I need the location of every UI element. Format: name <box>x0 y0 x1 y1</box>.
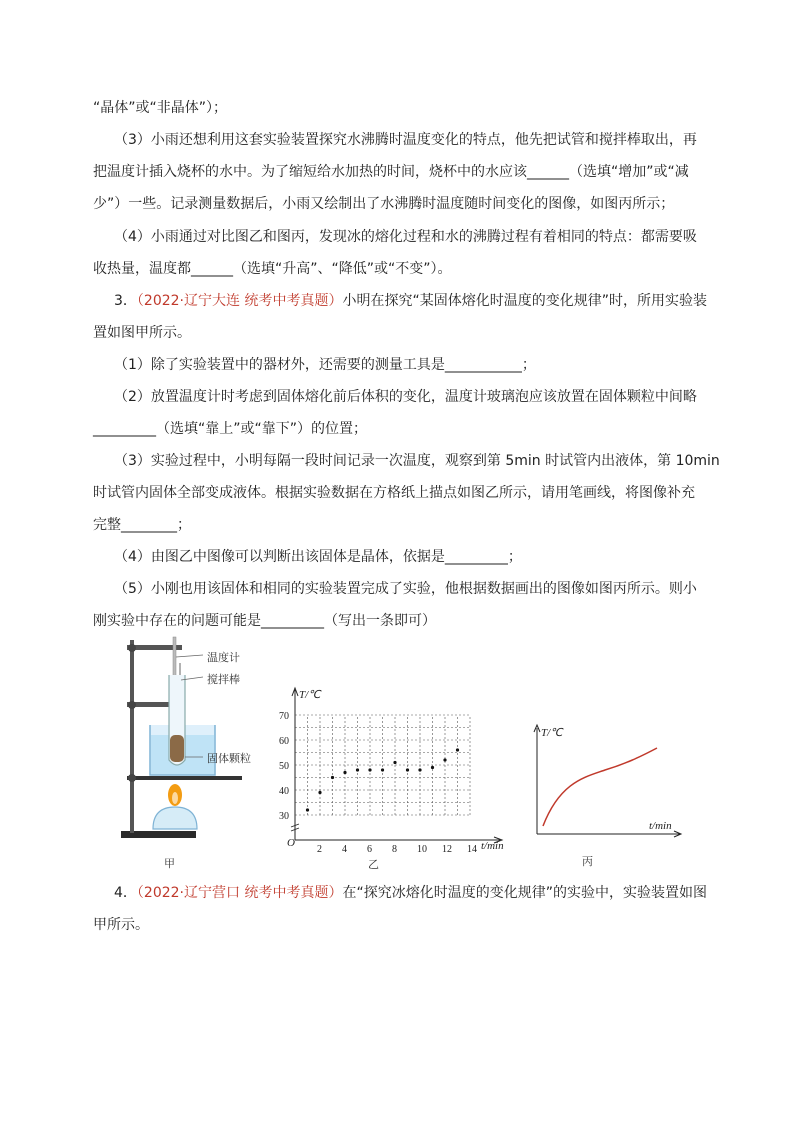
data-point <box>418 768 421 771</box>
caption-yi: 乙 <box>368 858 379 871</box>
x-tick-label: 14 <box>467 844 477 855</box>
caption-jia: 甲 <box>164 857 175 870</box>
x-tick-label: 4 <box>342 844 347 855</box>
clamp-knob <box>128 774 136 782</box>
text-line: （3）小雨还想利用这套实验装置探究水沸腾时温度变化的特点，他先把试管和搅拌棒取出，再 <box>114 132 697 148</box>
question-number: 4． <box>114 885 137 901</box>
y-tick-label: 50 <box>279 761 289 772</box>
data-point <box>431 766 434 769</box>
text-line: （1）除了实验装置中的器材外，还需要的测量工具是___________； <box>114 357 536 373</box>
data-point <box>306 808 309 811</box>
flame-core <box>172 792 178 804</box>
text-line: （5）小刚也用该固体和相同的实验装置完成了实验，他根据数据画出的图像如图丙所示。则小 <box>114 581 697 597</box>
stand-rod <box>130 640 134 833</box>
text-line: （3）实验过程中，小明每隔一段时间记录一次温度，观察到第 5min 时试管内出液体，第 10min <box>114 453 720 469</box>
y-tick-label: 30 <box>279 811 289 822</box>
data-point <box>456 748 459 751</box>
text-line: 时试管内固体全部变成液体。根据实验数据在方格纸上描点如图乙所示，请用笔画线，将图像补充 <box>93 485 695 501</box>
data-point <box>331 776 334 779</box>
caption-bing: 丙 <box>582 855 593 868</box>
question-source: （2022·辽宁营口 统考中考真题） <box>136 885 343 901</box>
question-stem: 小明在探究“某固体熔化时温度的变化规律”时，所用实验装 <box>342 293 707 309</box>
temperature-curve-chart <box>525 722 685 842</box>
x-tick-label: 2 <box>317 844 322 855</box>
solid-particles <box>170 735 184 762</box>
x-tick-label: 12 <box>442 844 452 855</box>
data-point <box>381 768 384 771</box>
text-line: 甲所示。 <box>93 917 149 933</box>
data-point <box>393 761 396 764</box>
text-line: 把温度计插入烧杯的水中。为了缩短给水加热的时间，烧杯中的水应该______（选填“增加”或“减 <box>93 164 689 180</box>
text-line: （4）由图乙中图像可以判断出该固体是晶体，依据是_________； <box>114 549 522 565</box>
x-axis-label: t/min <box>649 820 672 832</box>
label-solid-particles: 固体颗粒 <box>207 752 251 765</box>
text-line: 收热量，温度都______（选填“升高”、“降低”或“不变”）。 <box>93 261 452 277</box>
x-axis-label: t/min <box>481 840 504 852</box>
y-axis-label: T/℃ <box>299 689 321 701</box>
series-line <box>543 748 657 826</box>
data-point <box>443 758 446 761</box>
label-thermometer: 温度计 <box>207 651 240 664</box>
question-number: 3． <box>114 293 137 309</box>
label-stirrer: 搅拌棒 <box>207 673 240 686</box>
alcohol-lamp <box>153 807 197 829</box>
text-line: 完整________； <box>93 517 191 533</box>
apparatus-figure <box>115 635 275 870</box>
y-tick-label: 40 <box>279 786 289 797</box>
data-point <box>406 768 409 771</box>
temperature-scatter-chart <box>275 680 515 860</box>
data-point <box>318 791 321 794</box>
clamp-knob <box>128 644 136 652</box>
x-tick-label: 8 <box>392 844 397 855</box>
text-line: “晶体”或“非晶体”）； <box>93 100 228 116</box>
question-4-header <box>114 883 724 903</box>
text-line: （4）小雨通过对比图乙和图丙，发现冰的熔化过程和水的沸腾过程有着相同的特点：都需要吸 <box>114 229 697 245</box>
text-line: 刚实验中存在的问题可能是_________（写出一条即可） <box>93 613 436 629</box>
text-line: 置如图甲所示。 <box>93 325 191 341</box>
y-axis-label: T/℃ <box>541 727 563 739</box>
leader-line <box>176 655 203 657</box>
data-point <box>343 771 346 774</box>
text-line: _________（选填“靠上”或“靠下”）的位置； <box>93 421 368 437</box>
origin-label: O <box>287 837 295 849</box>
clamp-knob <box>128 701 136 709</box>
data-point <box>368 768 371 771</box>
text-line: （2）放置温度计时考虑到固体熔化前后体积的变化，温度计玻璃泡应该放置在固体颗粒中间略 <box>114 389 697 405</box>
question-3-header <box>114 291 724 311</box>
text-line: 少”）一些。记录测量数据后，小雨又绘制出了水沸腾时温度随时间变化的图像，如图丙所示； <box>93 196 675 212</box>
data-point <box>356 768 359 771</box>
question-stem: 在“探究冰熔化时温度的变化规律”的实验中，实验装置如图 <box>342 885 707 901</box>
ring-support <box>127 776 242 780</box>
x-tick-label: 6 <box>367 844 372 855</box>
y-tick-label: 70 <box>279 711 289 722</box>
question-source: （2022·辽宁大连 统考中考真题） <box>136 293 343 309</box>
x-tick-label: 10 <box>417 844 427 855</box>
y-tick-label: 60 <box>279 736 289 747</box>
